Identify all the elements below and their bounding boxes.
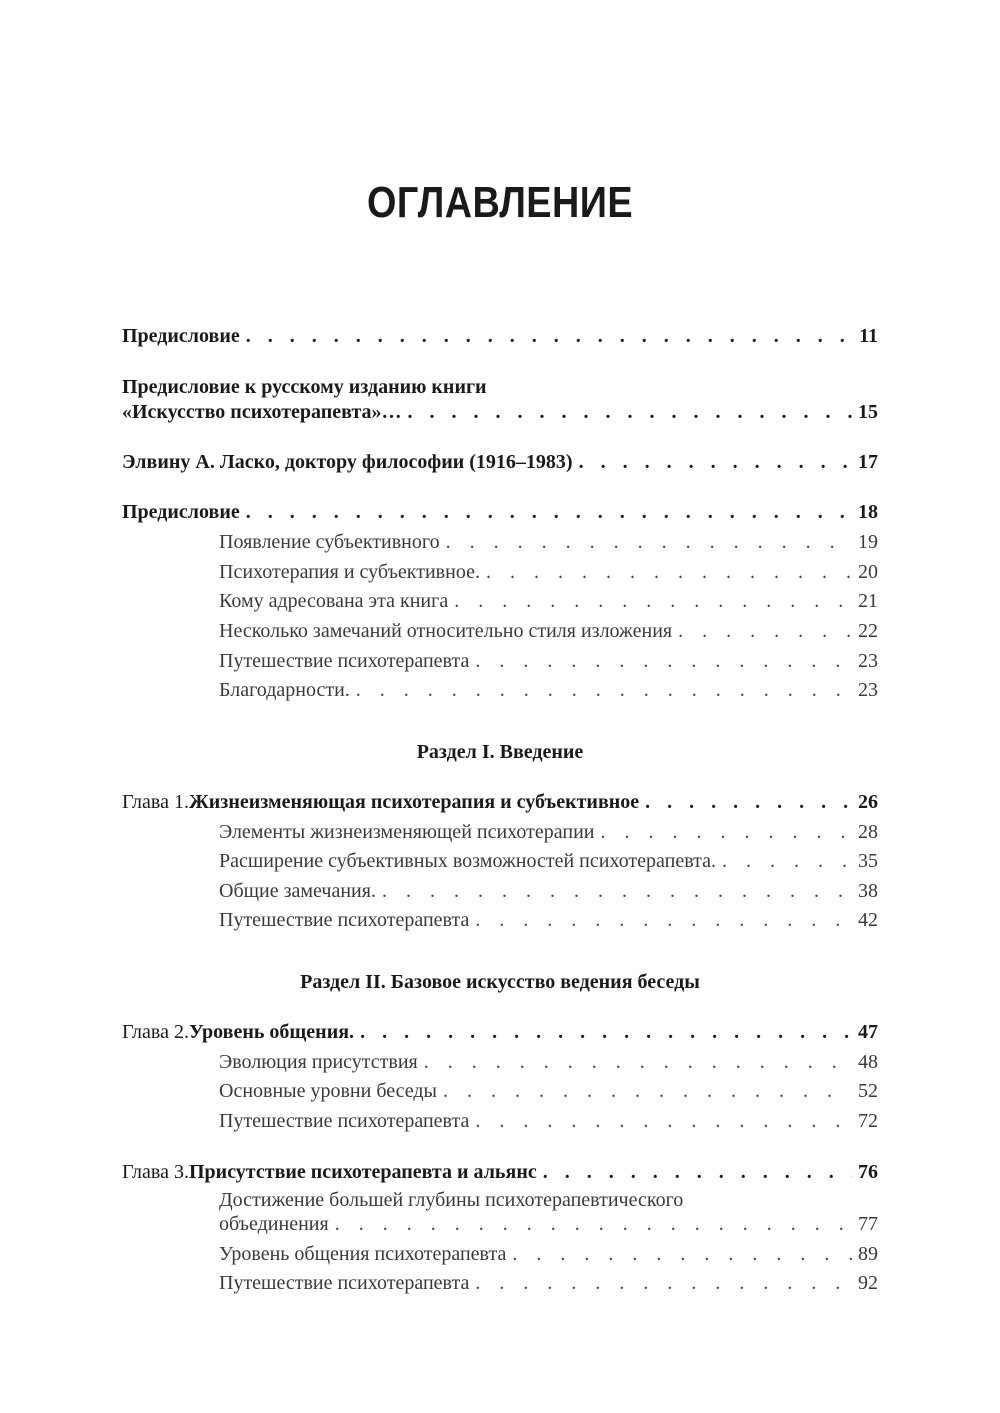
entry-title: Присутствие психотерапевта и альянс — [188, 1161, 537, 1183]
toc-subentry[interactable] — [219, 619, 878, 643]
leader-dots — [678, 619, 852, 643]
chapter-label: Глава 1. — [122, 791, 189, 813]
toc-entry-foreword[interactable] — [122, 500, 878, 524]
toc-subentry[interactable] — [219, 1212, 878, 1236]
entry-page: 72 — [858, 1110, 878, 1132]
entry-page: 47 — [858, 1021, 878, 1043]
entry-page: 21 — [858, 590, 878, 612]
entry-title: Путешествие психотерапевта — [219, 650, 470, 672]
leader-dots — [360, 1020, 852, 1044]
entry-page: 35 — [858, 850, 878, 872]
toc-chapter-3[interactable] — [122, 1160, 878, 1184]
toc-subentry[interactable] — [219, 908, 878, 932]
entry-page: 48 — [858, 1051, 878, 1073]
entry-title: Путешествие психотерапевта — [219, 909, 470, 931]
entry-page: 52 — [858, 1080, 878, 1102]
toc-subentry[interactable] — [219, 560, 878, 584]
page-title: ОГЛАВЛЕНИЕ — [366, 178, 634, 227]
leader-dots — [512, 1242, 852, 1266]
entry-page: 77 — [858, 1213, 878, 1235]
entry-title: Основные уровни беседы — [219, 1080, 437, 1102]
entry-title: Расширение субъективных возможностей психотерапевта. — [219, 850, 717, 872]
toc-chapter-1[interactable] — [122, 790, 878, 814]
leader-dots — [475, 908, 852, 932]
entry-page: 28 — [858, 821, 878, 843]
toc-subentry[interactable] — [219, 1271, 878, 1295]
entry-page: 38 — [858, 880, 878, 902]
toc-chapter-2[interactable] — [122, 1020, 878, 1044]
entry-title: Путешествие психотерапевта — [219, 1272, 470, 1294]
leader-dots — [475, 1271, 852, 1295]
entry-title: Общие замечания. — [219, 880, 376, 902]
entry-title: Уровень общения психотерапевта — [219, 1243, 507, 1265]
toc-subentry[interactable] — [219, 849, 878, 873]
entry-page: 11 — [859, 325, 878, 347]
entry-page: 18 — [858, 501, 878, 523]
leader-dots — [475, 1109, 852, 1133]
entry-page: 23 — [858, 650, 878, 672]
toc-subentry[interactable] — [219, 879, 878, 903]
leader-dots — [645, 790, 852, 814]
entry-page: 23 — [858, 679, 878, 701]
entry-title: Предисловие — [122, 325, 240, 347]
toc-subentry[interactable] — [219, 1242, 878, 1266]
entry-title: Кому адресована эта книга — [219, 590, 449, 612]
entry-page: 19 — [858, 531, 878, 553]
toc-subentry[interactable] — [219, 678, 878, 702]
leader-dots — [475, 649, 852, 673]
entry-page: 20 — [858, 561, 878, 583]
entry-page: 76 — [858, 1161, 878, 1183]
entry-title: Уровень общения. — [188, 1021, 355, 1043]
entry-page: 92 — [858, 1272, 878, 1294]
toc-subentry[interactable] — [219, 1050, 878, 1074]
toc-subentry[interactable] — [219, 820, 878, 844]
entry-title: Несколько замечаний относительно стиля изложения — [219, 620, 673, 642]
leader-dots — [246, 324, 853, 348]
entry-title: Жизнеизменяющая психотерапия и субъективное — [188, 791, 640, 813]
entry-page: 89 — [858, 1243, 878, 1265]
entry-title: Появление субъективного — [219, 531, 440, 553]
leader-dots — [601, 820, 853, 844]
leader-dots — [722, 849, 852, 873]
entry-title: Путешествие психотерапевта — [219, 1110, 470, 1132]
toc-entry-preface-ru[interactable] — [122, 400, 878, 424]
entry-page: 26 — [858, 791, 878, 813]
leader-dots — [424, 1050, 852, 1074]
toc-subentry-line1: Достижение большей глубины психотерапевтического — [219, 1189, 684, 1211]
entry-page: 17 — [858, 451, 878, 473]
toc-subentry[interactable] — [219, 1109, 878, 1133]
leader-dots — [335, 1212, 852, 1236]
toc-subentry[interactable] — [219, 649, 878, 673]
entry-title: Элементы жизнеизменяющей психотерапии — [219, 821, 595, 843]
toc-entry-preface[interactable] — [122, 324, 878, 348]
entry-title: Предисловие — [122, 501, 240, 523]
entry-title: объединения — [219, 1213, 329, 1235]
leader-dots — [246, 500, 852, 524]
entry-page: 22 — [858, 620, 878, 642]
leader-dots — [446, 530, 852, 554]
entry-title: «Искусство психотерапевта»… — [122, 401, 402, 423]
entry-title: Психотерапия и субъективное. — [219, 561, 480, 583]
leader-dots — [486, 560, 852, 584]
leader-dots — [443, 1079, 852, 1103]
leader-dots — [408, 400, 852, 424]
entry-title: Элвину А. Ласко, доктору философии (1916–1983) — [122, 451, 573, 473]
chapter-label: Глава 3. — [122, 1161, 189, 1183]
toc-subentry[interactable] — [219, 1079, 878, 1103]
entry-title: Благодарности. — [219, 679, 350, 701]
section-heading: Раздел II. Базовое искусство ведения беседы — [300, 971, 700, 993]
chapter-label: Глава 2. — [122, 1021, 189, 1043]
leader-dots — [382, 879, 852, 903]
leader-dots — [454, 589, 852, 613]
entry-page: 42 — [858, 909, 878, 931]
leader-dots — [356, 678, 852, 702]
entry-page: 15 — [858, 401, 878, 423]
toc-subentry[interactable] — [219, 589, 878, 613]
toc-entry-preface-ru-line1: Предисловие к русскому изданию книги — [122, 376, 487, 398]
leader-dots — [543, 1160, 852, 1184]
leader-dots — [579, 450, 852, 474]
toc-entry-dedication[interactable] — [122, 450, 878, 474]
toc-subentry[interactable] — [219, 530, 878, 554]
entry-title: Эволюция присутствия — [219, 1051, 418, 1073]
section-heading: Раздел I. Введение — [416, 741, 584, 763]
